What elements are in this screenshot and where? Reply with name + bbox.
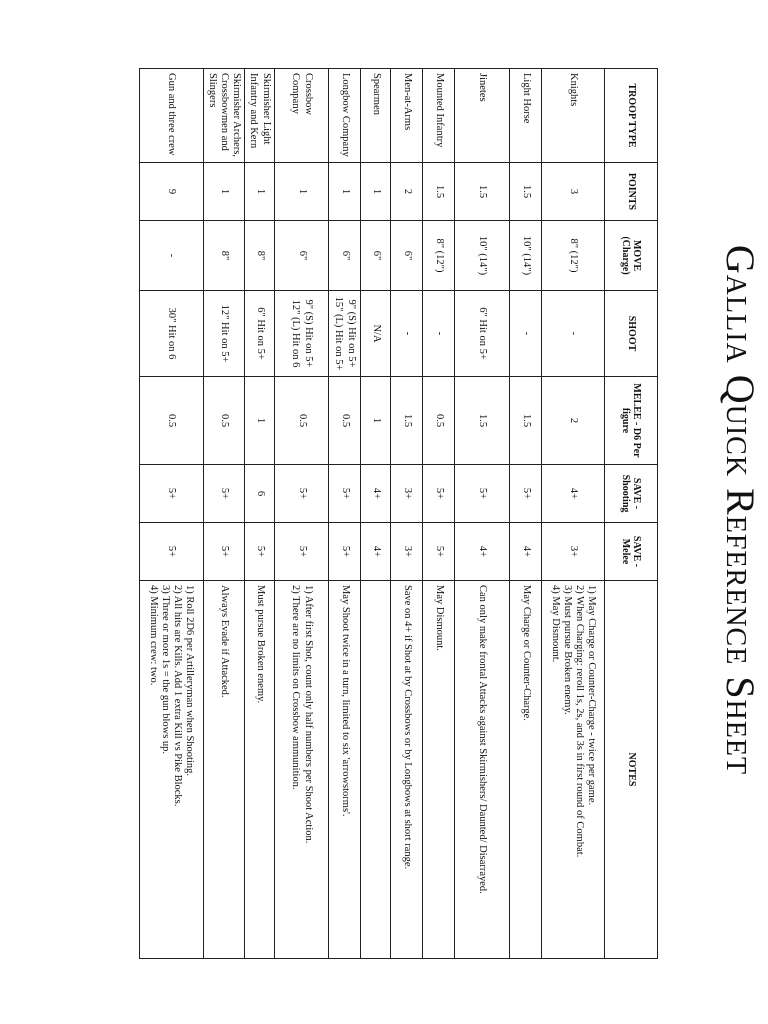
save-melee-cell: 5+ <box>329 523 361 581</box>
move-cell: 10" (14") <box>510 221 542 291</box>
save-shooting-cell: 4+ <box>361 465 391 523</box>
save-melee-cell: 5+ <box>423 523 455 581</box>
notes-cell-line: 1) After first Shot, count only half numbers per Shoot Action. <box>302 585 314 844</box>
troop-type-cell: Men-at-Arms <box>391 69 423 163</box>
shoot-cell: - <box>423 291 455 377</box>
melee-cell: 1.5 <box>455 377 510 465</box>
melee-cell: 1.5 <box>510 377 542 465</box>
troop-type-cell: Light Horse <box>510 69 542 163</box>
table-row <box>245 69 275 959</box>
header-shoot: SHOOT <box>605 291 658 377</box>
move-cell: 8" (12") <box>423 221 455 291</box>
notes-cell-line: May Dismount. <box>433 585 445 651</box>
notes-cell-line: 3) Three or more 1s = the gun blows up. <box>160 585 172 755</box>
troop-type-cell: Gun and three crew <box>139 69 203 163</box>
shoot-cell: - <box>542 291 605 377</box>
notes-cell <box>361 581 391 959</box>
notes-cell <box>139 581 203 959</box>
shoot-cell <box>275 291 329 377</box>
table-row <box>423 69 455 959</box>
shoot-cell-line: 12" (L) Hit on 6 <box>290 299 302 368</box>
troop-type-cell: Spearmen <box>361 69 391 163</box>
notes-cell <box>510 581 542 959</box>
notes-cell-line: 2) There are no limits on Crossbow ammunition. <box>290 585 302 790</box>
shoot-cell-line: 9" (S) Hit on 5+ <box>345 299 357 368</box>
notes-cell <box>329 581 361 959</box>
move-cell: 8" <box>245 221 275 291</box>
shoot-cell: 6" Hit on 5+ <box>245 291 275 377</box>
table-row <box>510 69 542 959</box>
move-cell: 6" <box>329 221 361 291</box>
notes-cell <box>455 581 510 959</box>
points-cell: 1.5 <box>510 163 542 221</box>
table-body <box>139 69 604 959</box>
save-melee-cell: 5+ <box>203 523 244 581</box>
move-cell: 10" (14") <box>455 221 510 291</box>
shoot-cell: - <box>391 291 423 377</box>
shoot-cell: - <box>510 291 542 377</box>
save-melee-cell: 4+ <box>361 523 391 581</box>
melee-cell: 0.5 <box>423 377 455 465</box>
points-cell: 1 <box>329 163 361 221</box>
move-cell: - <box>139 221 203 291</box>
header-troop-type: TROOP TYPE <box>605 69 658 163</box>
header-points: POINTS <box>605 163 658 221</box>
save-shooting-cell: 4+ <box>542 465 605 523</box>
save-melee-cell: 3+ <box>391 523 423 581</box>
troop-type-cell: Skirmisher Archers, Crossbowmen and Slingers <box>203 69 244 163</box>
shoot-cell-line: 15" (L) Hit on 5+ <box>333 296 345 371</box>
points-cell: 9 <box>139 163 203 221</box>
notes-cell-line: May Charge or Counter-Charge. <box>520 585 532 721</box>
save-shooting-cell: 6 <box>245 465 275 523</box>
header-move: MOVE (Charge) <box>605 221 658 291</box>
notes-cell-line: 1) Roll 2D6 per Artilleryman when Shooting. <box>184 585 196 777</box>
melee-cell: 2 <box>542 377 605 465</box>
troop-type-cell: Crossbow Company <box>275 69 329 163</box>
notes-cell-line: Must pursue Broken enemy. <box>254 585 266 704</box>
points-cell: 2 <box>391 163 423 221</box>
shoot-cell: N/A <box>361 291 391 377</box>
melee-cell: 1 <box>245 377 275 465</box>
troop-type-cell: Jinetes <box>455 69 510 163</box>
notes-cell-line: Can only make frontal Attacks against Skirmishers/ Daunted/ Disarrayed. <box>477 585 489 894</box>
melee-cell: 0.5 <box>203 377 244 465</box>
notes-cell-line: 4) May Dismount. <box>549 585 561 663</box>
shoot-cell: 30" Hit on 6 <box>139 291 203 377</box>
header-melee: MELEE - D6 Per figure <box>605 377 658 465</box>
points-cell: 1.5 <box>423 163 455 221</box>
save-shooting-cell: 5+ <box>510 465 542 523</box>
points-cell: 1.5 <box>455 163 510 221</box>
notes-cell <box>391 581 423 959</box>
troop-type-cell: Longbow Company <box>329 69 361 163</box>
melee-cell: 1 <box>361 377 391 465</box>
shoot-cell-line: 9" (S) Hit on 5+ <box>302 299 314 368</box>
header-save-melee: SAVE - Melee <box>605 523 658 581</box>
table-row <box>391 69 423 959</box>
notes-cell-line: 4) Minimum crew: two. <box>148 585 160 686</box>
save-shooting-cell: 5+ <box>275 465 329 523</box>
table-row <box>329 69 361 959</box>
table-row <box>203 69 244 959</box>
save-melee-cell: 4+ <box>455 523 510 581</box>
notes-cell <box>245 581 275 959</box>
troop-type-cell: Skirmisher Light Infantry and Kern <box>245 69 275 163</box>
move-cell: 6" <box>361 221 391 291</box>
save-melee-cell: 4+ <box>510 523 542 581</box>
save-shooting-cell: 5+ <box>423 465 455 523</box>
melee-cell: 0.5 <box>275 377 329 465</box>
header-row <box>605 69 658 959</box>
notes-cell <box>275 581 329 959</box>
save-shooting-cell: 5+ <box>203 465 244 523</box>
save-melee-cell: 5+ <box>245 523 275 581</box>
points-cell: 3 <box>542 163 605 221</box>
save-melee-cell: 5+ <box>275 523 329 581</box>
notes-cell-line: 3) Must pursue Broken enemy. <box>562 585 573 715</box>
move-cell: 8" (12") <box>542 221 605 291</box>
notes-cell-line: 2) When Charging: reroll 1s, 2s, and 3s in first round of Combat. <box>574 585 586 858</box>
notes-cell <box>203 581 244 959</box>
table-row <box>361 69 391 959</box>
melee-cell: 0.5 <box>329 377 361 465</box>
shoot-cell: 12" Hit on 5+ <box>203 291 244 377</box>
quick-reference-table <box>139 68 658 959</box>
save-melee-cell: 5+ <box>139 523 203 581</box>
melee-cell: 0.5 <box>139 377 203 465</box>
move-cell: 6" <box>391 221 423 291</box>
notes-cell-line: Always Evade if Attacked. <box>218 585 230 698</box>
points-cell: 1 <box>203 163 244 221</box>
save-melee-cell: 3+ <box>542 523 605 581</box>
table-row <box>455 69 510 959</box>
points-cell: 1 <box>275 163 329 221</box>
notes-cell-line: May Shoot twice in a turn, limited to six 'arrowstorms'. <box>339 585 351 817</box>
notes-cell-line: Save on 4+ if Shot at by Crossbows or by Longbows at short range. <box>401 585 413 870</box>
notes-cell <box>542 581 605 959</box>
table-row <box>139 69 203 959</box>
header-save-shooting: SAVE - Shooting <box>605 465 658 523</box>
header-notes: NOTES <box>605 581 658 959</box>
save-shooting-cell: 5+ <box>139 465 203 523</box>
notes-cell <box>423 581 455 959</box>
table-row <box>275 69 329 959</box>
points-cell: 1 <box>361 163 391 221</box>
page-title: Gallia Quick Reference Sheet <box>718 244 763 776</box>
points-cell: 1 <box>245 163 275 221</box>
move-cell: 8" <box>203 221 244 291</box>
move-cell: 6" <box>275 221 329 291</box>
troop-type-cell: Knights <box>542 69 605 163</box>
save-shooting-cell: 5+ <box>455 465 510 523</box>
notes-cell-line: 1) May Charge or Counter-Charge - twice per game. <box>586 585 598 806</box>
troop-type-cell: Mounted Infantry <box>423 69 455 163</box>
table-row <box>542 69 605 959</box>
melee-cell: 1.5 <box>391 377 423 465</box>
save-shooting-cell: 5+ <box>329 465 361 523</box>
notes-cell-line: 2) All hits are Kills. Add 1 extra Kill vs Pike Blocks. <box>172 585 184 807</box>
shoot-cell <box>329 291 361 377</box>
shoot-cell: 6" Hit on 5+ <box>455 291 510 377</box>
save-shooting-cell: 3+ <box>391 465 423 523</box>
